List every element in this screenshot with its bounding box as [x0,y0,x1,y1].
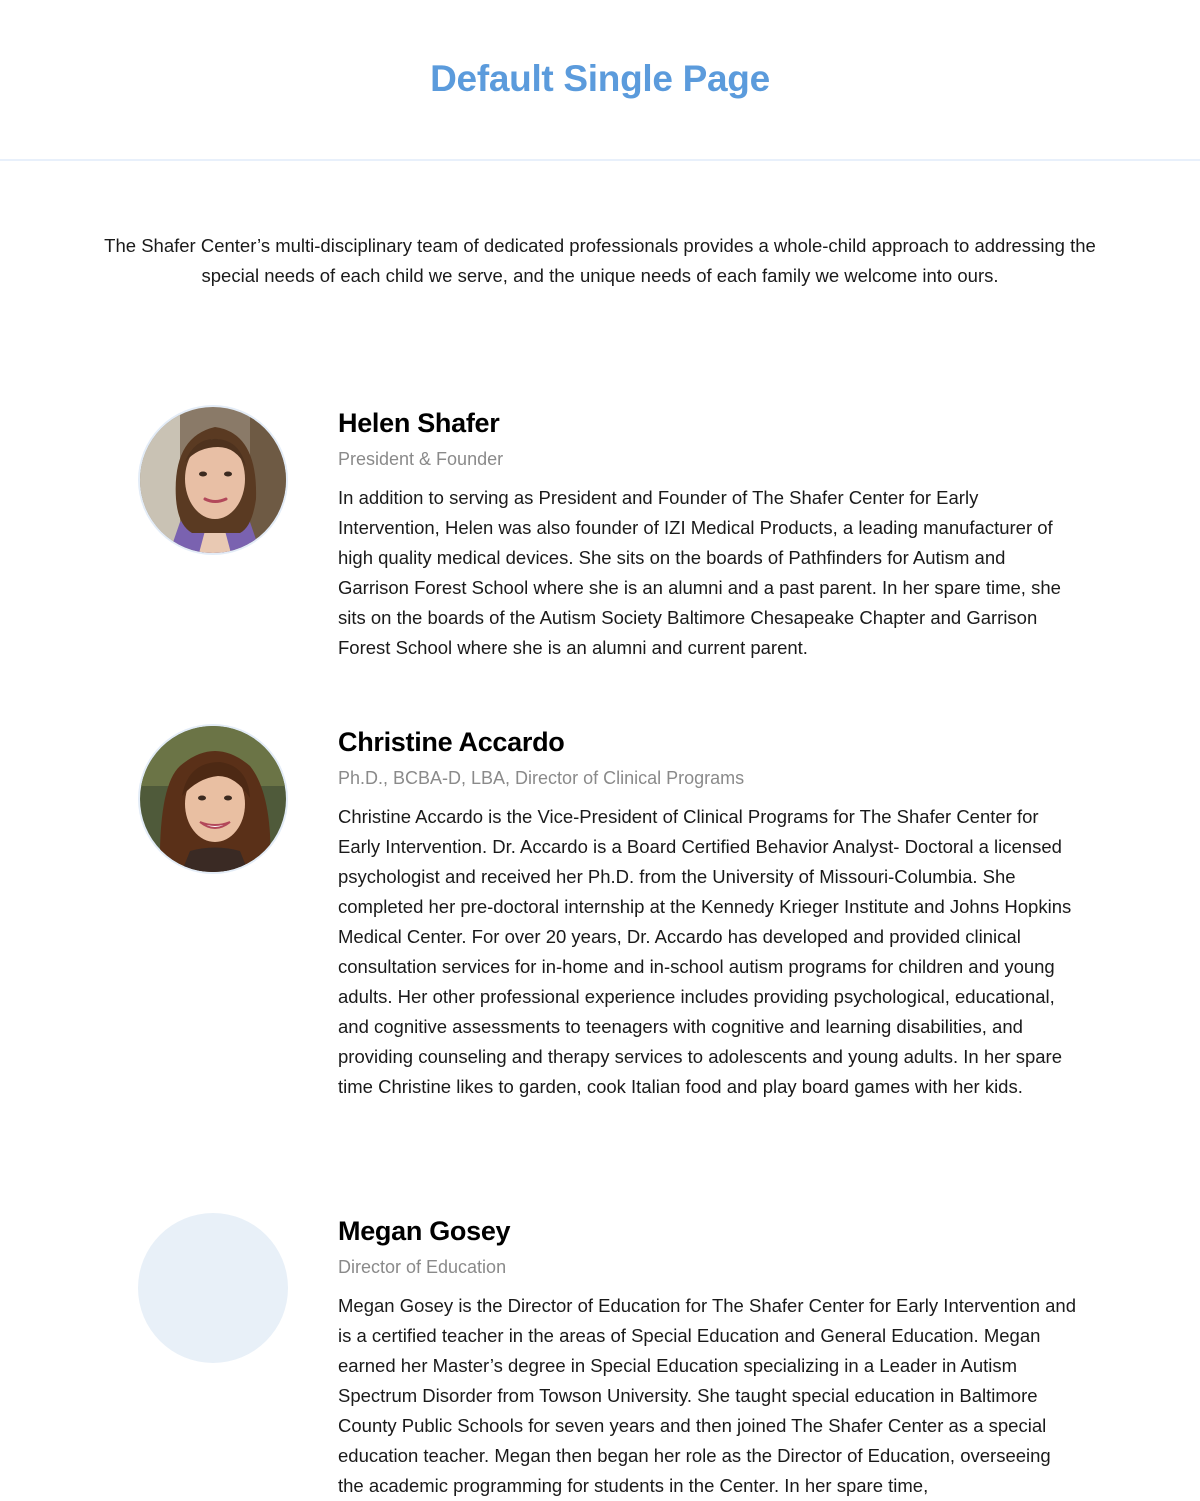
member-role: Ph.D., BCBA-D, LBA, Director of Clinical Programs [338,768,745,788]
intro-text: The Shafer Center’s multi-disciplinary team of dedicated professionals provides a whole-child approach to addressing the special needs of each child we serve, and the unique needs of each family we welcome into ours. [104,235,1096,286]
page-header [0,0,1200,161]
avatar [138,724,288,874]
member-name: Christine Accardo [338,727,565,757]
member-body [338,405,1078,663]
member-body [338,1213,1078,1501]
member-bio: Christine Accardo is the Vice-President of Clinical Programs for The Shafer Center for Early Intervention. Dr. Accardo is a Board Certified Behavior Analyst- Doctoral a licensed psychologist and received her Ph.D. from the University of Missouri-Columbia. She completed her pre-doctoral internship at the Kennedy Krieger Institute and Johns Hopkins Medical Center. For over 20 years, Dr. Accardo has developed and provided clinical consultation services for in-home and in-school autism programs for children and young adults. Her other professional experience includes providing psychological, educational, and cognitive assessments to teenagers with cognitive and learning disabilities, and providing counseling and therapy services to adolescents and young adults. In her spare time Christine likes to garden, cook Italian food and play board games with her kids. [338,806,1072,1097]
member-role: Director of Education [338,1257,507,1277]
member-bio: In addition to serving as President and Founder of The Shafer Center for Early Intervention, Helen was also founder of IZI Medical Products, a leading manufacturer of high quality medical devices. She sits on the boards of Pathfinders for Autism and Garrison Forest School where she is an alumni and a past parent. In her spare time, she sits on the boards of the Autism Society Baltimore Chesapeake Chapter and Garrison Forest School where she is an alumni and current parent. [338,487,1061,658]
member-body [338,724,1078,1102]
avatar [138,405,288,555]
page-title: Default Single Page [430,57,770,99]
avatar-placeholder [138,1213,288,1363]
member-name: Helen Shafer [338,408,500,438]
portrait-photo [140,407,288,555]
member-name: Megan Gosey [338,1216,511,1246]
member-bio: Megan Gosey is the Director of Education for The Shafer Center for Early Intervention and is a certified teacher in the areas of Special Education and General Education. Megan earned her Master’s degree in Special Education specializing in a Leader in Autism Spectrum Disorder from Towson University. She taught special education in Baltimore County Public Schools for seven years and then joined The Shafer Center as a special education teacher. Megan then began her role as the Director of Education, overseeing the academic programming for students in the Center. In her spare time, [338,1295,1076,1496]
portrait-photo [140,726,288,874]
member-role: President & Founder [338,449,504,469]
